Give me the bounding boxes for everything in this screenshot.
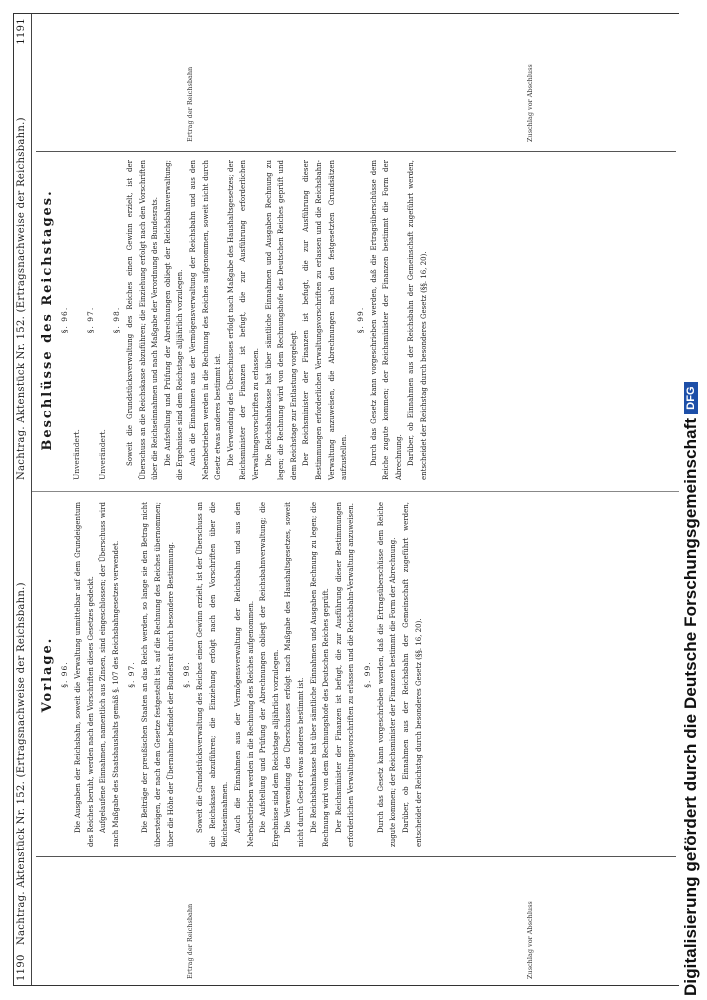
paragraph: Soweit die Grundstücksverwaltung des Reiches einen Gewinn erzielt, ist der Überschuss an die Reichskasse abzuführen; die Einziehung erfolgt nach den Vorschriften über die Reichseinnahmen und nach Maßgabe der Verordnung des Bundesrats. bbox=[126, 160, 160, 480]
dfg-notice-text: Digitalisierung gefördert durch die Deutsche Forschungsgemeinschaft bbox=[681, 417, 700, 996]
paragraph: Auch die Einnahmen aus der Vermögensverwaltung der Reichsbahn und aus den Nebenbetrieben werden in die Rechnung des Reiches aufgenommen. bbox=[233, 502, 255, 847]
dfg-funding-notice bbox=[681, 382, 701, 996]
section-heading: §. 98. bbox=[182, 661, 192, 688]
section-heading: §. 99. bbox=[355, 306, 365, 334]
paragraph: Aufgelaufene Einnahmen, namentlich aus Zinsen, sind eingeschlossen; der Überschuss wird nach Maßgabe des Staatshaushalts gemäß §. 107 des Reichsbahngesetzes verwendet. bbox=[99, 502, 120, 847]
paragraph: Die Aufstellung und Prüfung der Abrechnungen obliegt der Reichsbahnverwaltung; die Ergebnisse sind dem Reichstage alljährlich vorzulegen. bbox=[259, 502, 280, 847]
paragraph: Der Reichsminister der Finanzen ist befugt, die zur Ausführung dieser Bestimmungen erforderlichen Verwaltungsvorschriften zu erlassen und die Reichsbahn-Verwaltung anzuweisen, die Abrechnungen nach den festgesetzten Grundsätzen aufzustellen. bbox=[302, 160, 349, 480]
section-heading: §. 98. bbox=[112, 306, 121, 334]
paragraph: Die Beiträge der preußischen Staaten an das Reich werden, so lange sie den Betrag nicht übersteigen, der nach dem Gesetze festgestellt ist, auf die Rechnung des Reiches übernommen; über die Höhe der Übernahme befindet der Bundesrat durch besondere Bestimmung. bbox=[141, 502, 175, 847]
paragraph: Die Reichsbahnkasse hat über sämtliche Einnahmen und Ausgaben Rechnung zu legen; die Rechnung wird von dem Rechnungshofe des Deutschen Reiches geprüft. bbox=[309, 502, 331, 847]
left-page-title: Vorlage. bbox=[40, 636, 55, 713]
right-page-title: Beschlüsse des Reichstages. bbox=[40, 189, 55, 451]
unchanged-note: Unverändert. bbox=[98, 429, 107, 480]
right-running-head: Nachtrag. Aktenstück Nr. 152. (Ertragsnachweise der Reichsbahn.) bbox=[16, 117, 27, 480]
paragraph: Die Reichsbahnkasse hat über sämtliche Einnahmen und Ausgaben Rechnung zu legen; die Rechnung wird von dem Rechnungshofe des Deutschen Reiches geprüft und dem Reichstage zur Entlastung vorgelegt. bbox=[264, 160, 298, 480]
left-running-head: Nachtrag. Aktenstück Nr. 152. (Ertragsnachweise der Reichsbahn.) bbox=[16, 582, 27, 945]
left-page-number: 1190 bbox=[16, 954, 27, 981]
section-heading: §. 99. bbox=[362, 661, 372, 688]
dfg-sidebar bbox=[679, 0, 707, 1000]
left-margin-divider bbox=[36, 856, 676, 857]
paragraph: Durch das Gesetz kann vorgeschrieben werden, daß die Ertragsüberschüsse dem Reiche zugute kommen; der Reichsminister der Finanzen bestimmt die Form der Abrechnung. bbox=[376, 502, 398, 847]
left-margin-note-1: Ertrag der Reichsbahn bbox=[186, 903, 194, 979]
right-page-number: 1191 bbox=[16, 18, 27, 45]
dfg-logo-badge: DFG bbox=[684, 382, 698, 414]
section-heading: §. 96. bbox=[60, 306, 69, 334]
paragraph: Die Aufstellung und Prüfung der Abrechnungen obliegt der Reichsbahnverwaltung; die Ergebnisse sind dem Reichstage alljährlich vorzulegen. bbox=[163, 160, 185, 480]
right-page-text-column bbox=[40, 160, 431, 480]
page-frame bbox=[13, 13, 683, 986]
paragraph: Soweit die Grundstücksverwaltung des Reiches einen Gewinn erzielt, ist der Überschuss an die Reichskasse abzuführen; die Einziehung erfolgt nach den Vorschriften über die Reichseinnahmen. bbox=[196, 502, 230, 847]
paragraph: Die Verwendung des Überschusses erfolgt nach Maßgabe des Haushaltsgesetzes, soweit nicht durch Gesetz etwas anderes bestimmt ist. bbox=[284, 502, 305, 847]
section-heading: §. 96. bbox=[60, 661, 69, 688]
paragraph: Der Reichsminister der Finanzen ist befugt, die zur Ausführung dieser Bestimmungen erforderlichen Verwaltungsvorschriften zu erlassen und die Reichsbahn-Verwaltung anzuweisen. bbox=[334, 502, 356, 847]
paragraph: Darüber, ob Einnahmen aus der Reichsbahn der Gemeinschaft zugeführt werden, entscheidet der Reichstag durch besonderes Gesetz (§§. 16, 20). bbox=[407, 160, 429, 480]
paragraph: Die Verwendung des Überschusses erfolgt nach Maßgabe des Haushaltsgesetzes; der Reichsminister der Finanzen ist befugt, die zur Ausführung erforderlichen Verwaltungsvorschriften zu erlassen. bbox=[226, 160, 260, 480]
left-margin-note-2: Zuschlag vor Abschluss bbox=[526, 901, 534, 979]
right-margin-note-1: Ertrag der Reichsbahn bbox=[186, 66, 194, 142]
right-margin-divider bbox=[36, 151, 676, 152]
paragraph: Durch das Gesetz kann vorgeschrieben werden, daß die Ertragsüberschüsse dem Reiche zugute kommen; der Reichsminister der Finanzen bestimmt die Form der Abrechnung. bbox=[369, 160, 403, 480]
header-rule bbox=[31, 14, 32, 985]
section-heading: §. 97. bbox=[127, 661, 137, 688]
section-heading: §. 97. bbox=[86, 306, 95, 334]
paragraph: Die Ausgaben der Reichsbahn, soweit die Verwaltung unmittelbar auf dem Grundeigentum des Reiches beruht, werden nach den Vorschriften dieses Gesetzes gedeckt. bbox=[74, 502, 95, 847]
unchanged-note: Unverändert. bbox=[72, 429, 81, 480]
left-page-text-column bbox=[40, 502, 425, 847]
paragraph: Darüber, ob Einnahmen aus der Reichsbahn der Gemeinschaft zugeführt werden, entscheidet der Reichstag durch besonderes Gesetz (§§. 16, 20). bbox=[402, 502, 423, 847]
page-gutter bbox=[32, 491, 682, 492]
right-margin-note-2: Zuschlag vor Abschluss bbox=[526, 64, 534, 142]
paragraph: Auch die Einnahmen aus der Vermögensverwaltung der Reichsbahn und aus den Nebenbetrieben werden in die Rechnung des Reiches aufgenommen, soweit nicht durch Gesetz etwas anderes bestimmt ist. bbox=[188, 160, 223, 480]
